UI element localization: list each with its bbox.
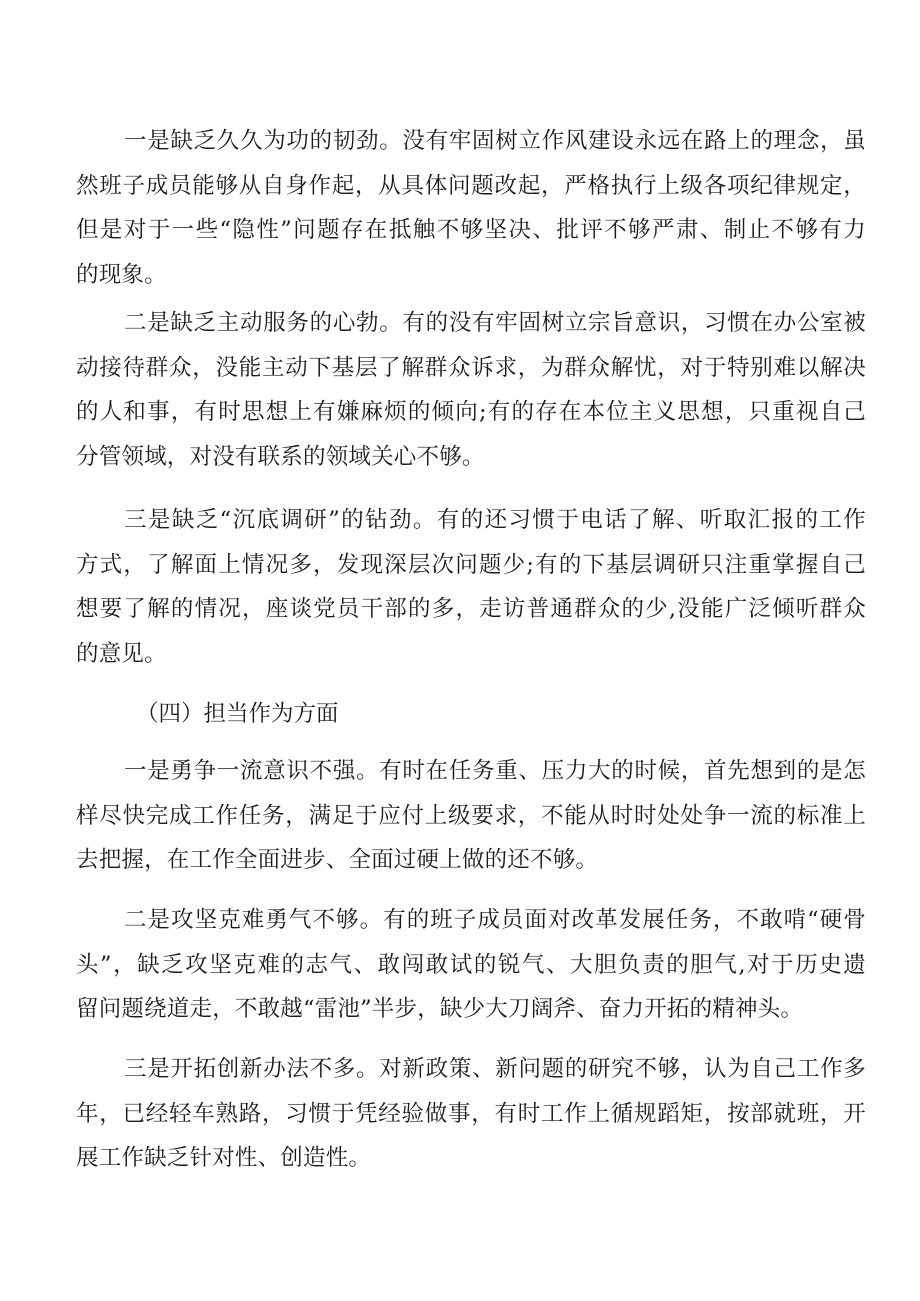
paragraph-5-line-1: 一是勇争一流意识不强。有时在任务重、压力大的时候，首先想到的是怎 [124, 758, 866, 784]
paragraph-6-line-1: 二是攻坚克难勇气不够。有的班子成员面对改革发展任务，不敢啃“硬骨 [124, 907, 866, 933]
paragraph-3-line-4: 的意见。 [76, 641, 167, 668]
paragraph-2-line-1: 二是缺乏主动服务的心勃。有的没有牢固树立宗旨意识，习惯在办公室被 [124, 310, 866, 336]
paragraph-5-line-2: 样尽快完成工作任务，满足于应付上级要求，不能从时时处处争一流的标准上 [76, 802, 866, 829]
paragraph-2-line-2: 动接待群众，没能主动下基层了解群众诉求，为群众解忧，对于特别难以解决 [76, 354, 866, 381]
paragraph-1-line-4: 的现象。 [76, 262, 167, 289]
paragraph-7-line-2: 年，已经轻车熟路，习惯于凭经验做事，有时工作上循规蹈矩，按部就班，开 [76, 1100, 866, 1127]
paragraph-7 [76, 1047, 866, 1181]
paragraph-6-line-3: 留问题绕道走，不敢越“雷池”半步，缺少大刀阔斧、奋力开拓的精神头。 [76, 996, 804, 1023]
paragraph-3 [76, 498, 866, 677]
paragraph-1-line-2: 然班子成员能够从自身作起，从具体问题改起，严格执行上级各项纪律规定， [76, 172, 866, 199]
paragraph-1-line-1: 一是缺乏久久为功的韧劲。没有牢固树立作风建设永远在路上的理念，虽 [124, 128, 866, 154]
paragraph-3-line-3: 想要了解的情况，座谈党员干部的多，走访普通群众的少,没能广泛倾听群众 [76, 596, 866, 623]
paragraph-3-line-1: 三是缺乏“沉底调研”的钻劲。有的还习惯于电话了解、听取汇报的工作 [124, 507, 866, 533]
paragraph-7-line-3: 展工作缺乏针对性、创造性。 [76, 1145, 372, 1172]
paragraph-2-line-3: 的人和事，有时思想上有嫌麻烦的倾向;有的存在本位主义思想，只重视自己 [76, 399, 866, 426]
paragraph-2 [76, 301, 866, 480]
paragraph-7-line-1: 三是开拓创新办法不多。对新政策、新问题的研究不够，认为自己工作多 [124, 1056, 866, 1082]
paragraph-2-line-4: 分管领域，对没有联系的领域关心不够。 [76, 444, 485, 471]
paragraph-6-line-2: 头”，缺乏攻坚克难的志气、敢闯敢试的锐气、大胆负责的胆气,对于历史遗 [76, 951, 866, 978]
section-heading: （四）担当作为方面 [136, 701, 339, 727]
paragraph-3-line-2: 方式，了解面上情况多，发现深层次问题少;有的下基层调研只注重掌握自己 [76, 551, 866, 578]
paragraph-1-line-3: 但是对于一些“隐性”问题存在抵触不够坚决、批评不够严肃、制止不够有力 [76, 217, 866, 244]
paragraph-1 [76, 119, 866, 298]
paragraph-6 [76, 898, 866, 1032]
paragraph-5-line-3: 去把握，在工作全面进步、全面过硬上做的还不够。 [76, 847, 599, 874]
paragraph-5 [76, 749, 866, 883]
